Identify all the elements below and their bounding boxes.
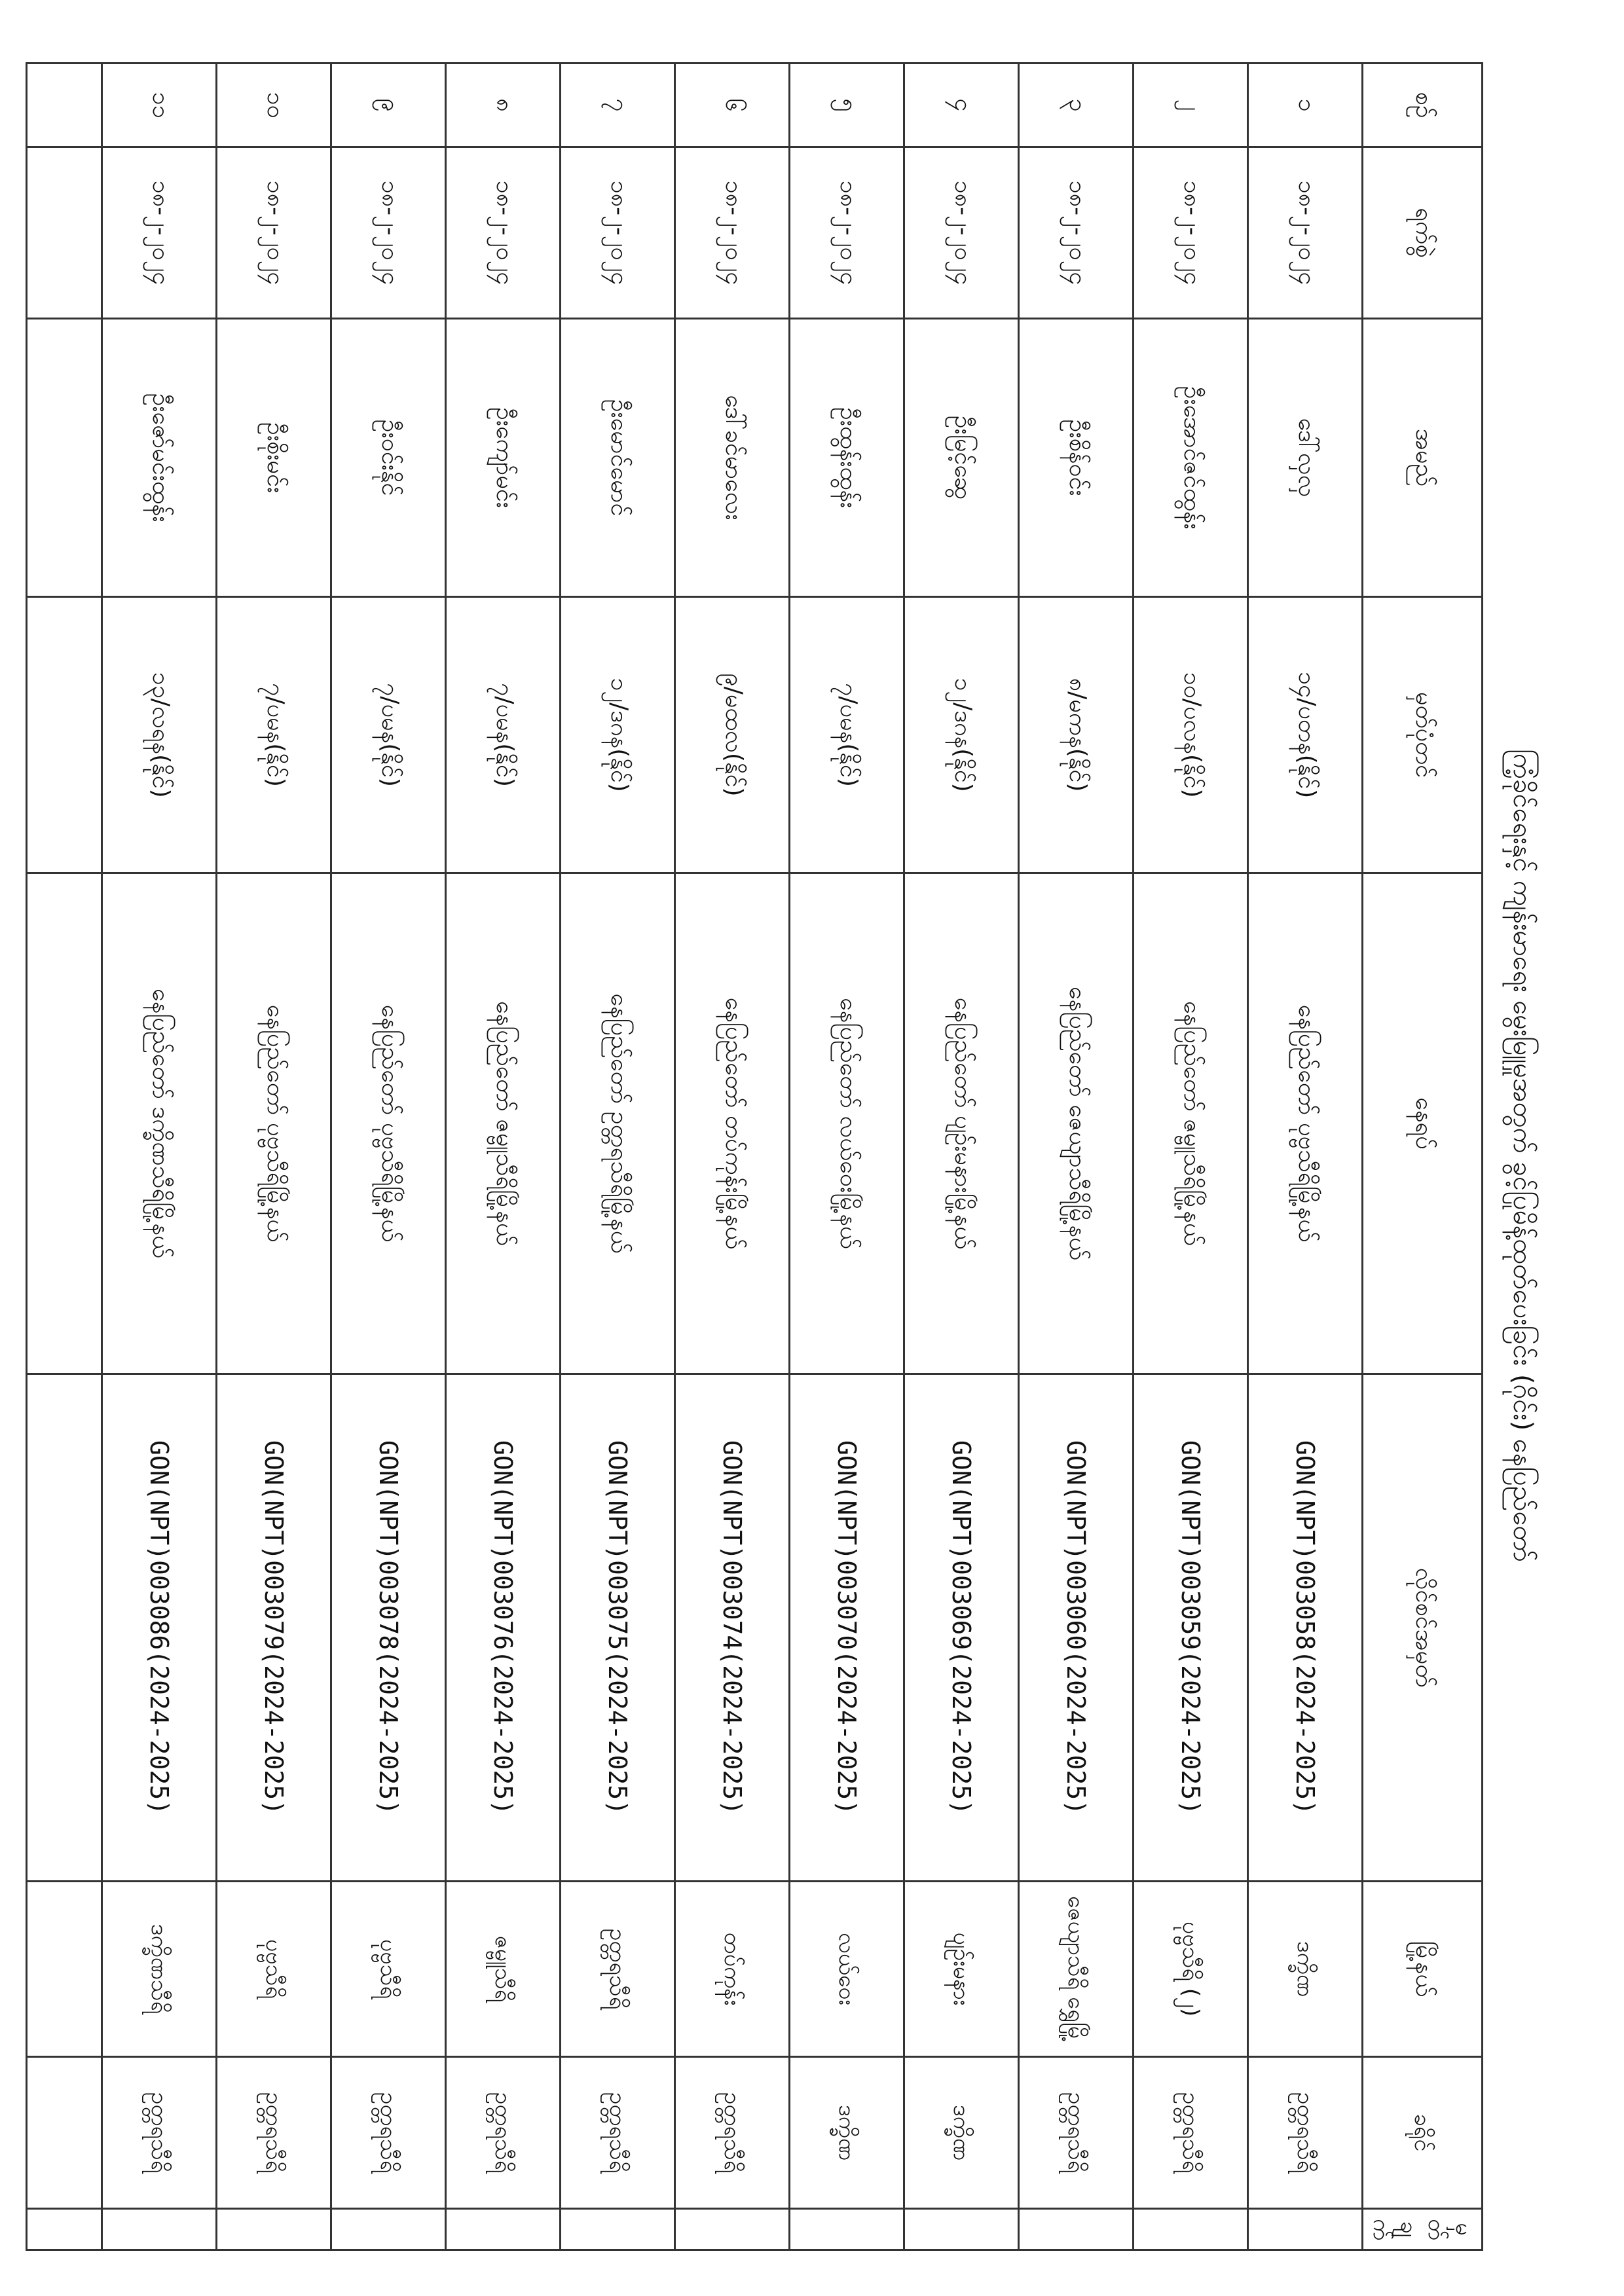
cell-date: ၁၈-၂-၂၀၂၄ — [1248, 147, 1363, 319]
cell-license-id — [27, 1374, 102, 1882]
cell-remark — [904, 2209, 1019, 2250]
cell-address — [27, 873, 102, 1374]
cell-date: ၁၈-၂-၂၀၂၄ — [1134, 147, 1248, 319]
table-row — [446, 64, 561, 2250]
cell-no: ၅ — [790, 64, 904, 147]
cell-no: ၂ — [1134, 64, 1248, 147]
cell-name: ဦးဇော်မင်းထွန်း — [102, 319, 217, 597]
header-zone: ခရိုင် — [1363, 2057, 1483, 2209]
cell-remark — [27, 2209, 102, 2250]
cell-remark — [1019, 2209, 1134, 2250]
cell-remark — [790, 2209, 904, 2250]
cell-remark — [331, 2209, 446, 2250]
cell-zone: ဥတ္တရသီရိ — [675, 2057, 790, 2209]
cell-zone — [27, 2057, 102, 2209]
cell-address: နေပြည်တော် ဇမ္ဗူသီရိမြို့နယ် — [446, 873, 561, 1374]
cell-address: နေပြည်တော် ပုဗ္ဗသီရိမြို့နယ် — [1248, 873, 1363, 1374]
cell-remark — [102, 2209, 217, 2250]
cell-township: ပုဗ္ဗသီရိ — [331, 1882, 446, 2057]
document-title: ကြံ့ခိုင်ရေးနှင့် ကျန်းမာရေး မွေးမြူမှုအတွက် ခွင့်ပြုမိန့်ထုတ်ပေးခြင်း (ဂိုင်း) နေပြည်တော် — [1507, 749, 1538, 1562]
cell-township: ပုဗ္ဗသီရိ (၂) — [1134, 1882, 1248, 2057]
table-header-row — [1363, 64, 1483, 2250]
table-row — [1134, 64, 1248, 2250]
cell-name: ဦးမောင်မောင် — [561, 319, 675, 597]
cell-license-id: GON(NPT)003076(2024-2025) — [446, 1374, 561, 1882]
cell-township: ပုဗ္ဗသီရိ — [217, 1882, 331, 2057]
cell-date: ၁၈-၂-၂၀၂၄ — [331, 147, 446, 319]
cell-address: နေပြည်တော် ပုဗ္ဗသီရိမြို့နယ် — [217, 873, 331, 1374]
cell-nrc: ၇/ပမန(နိုင်) — [446, 597, 561, 873]
header-no: စဉ် — [1363, 64, 1483, 147]
cell-date: ၁၈-၂-၂၀၂၄ — [446, 147, 561, 319]
cell-township: ဒက္ခိဏသီရိ — [102, 1882, 217, 2057]
cell-zone: ဥတ္တရသီရိ — [102, 2057, 217, 2209]
records-table — [26, 62, 1483, 2251]
cell-date: ၁၈-၂-၂၀၂၄ — [561, 147, 675, 319]
cell-zone: ဥတ္တရသီရိ — [217, 2057, 331, 2209]
cell-zone: ဒက္ခိဏ — [904, 2057, 1019, 2209]
cell-nrc: ၁၀/ပလန(နိုင်) — [1134, 597, 1248, 873]
table-row-blank — [27, 64, 102, 2250]
header-date: ရက်စွဲ — [1363, 147, 1483, 319]
cell-date: ၁၈-၂-၂၀၂၄ — [102, 147, 217, 319]
cell-township: ဥတ္တရသီရိ — [561, 1882, 675, 2057]
cell-license-id: GON(NPT)003075(2024-2025) — [561, 1374, 675, 1882]
cell-nrc: ၉/မထလ(နိုင်) — [675, 597, 790, 873]
cell-name: ဦးကျော်မင်း — [446, 319, 561, 597]
table-row — [1019, 64, 1134, 2250]
cell-no: ၁၀ — [217, 64, 331, 147]
cell-name: ဦးစိုးမင်း — [217, 319, 331, 597]
table-row — [675, 64, 790, 2250]
cell-license-id: GON(NPT)003078(2024-2025) — [331, 1374, 446, 1882]
header-nrc: မှတ်ပုံတင် — [1363, 597, 1483, 873]
cell-date — [27, 147, 102, 319]
cell-remark — [446, 2209, 561, 2250]
cell-no: ၄ — [904, 64, 1019, 147]
table-row — [561, 64, 675, 2250]
rotated-page — [98, 62, 1552, 2249]
table-row — [1248, 64, 1363, 2250]
cell-township: လယ်ဝေး — [790, 1882, 904, 2057]
cell-name: ဒေါ်ခင်မာလေး — [675, 319, 790, 597]
cell-no — [27, 64, 102, 147]
cell-township: ဒက္ခိဏ — [1248, 1882, 1363, 2057]
header-address: နေရပ် — [1363, 873, 1483, 1374]
cell-zone: ဥတ္တရသီရိ — [561, 2057, 675, 2209]
cell-township: ပျဉ်းမနား — [904, 1882, 1019, 2057]
cell-no: ၃ — [1019, 64, 1134, 147]
header-name: အမည် — [1363, 319, 1483, 597]
cell-no: ၉ — [331, 64, 446, 147]
cell-township: ဇေယျာသီရိ ရွှေမြို့ — [1019, 1882, 1134, 2057]
cell-address: နေပြည်တော် ဥတ္တရသီရိမြို့နယ် — [561, 873, 675, 1374]
cell-no: ၆ — [675, 64, 790, 147]
header-license-id: လိုင်စင်အမှတ် — [1363, 1374, 1483, 1882]
cell-remark — [561, 2209, 675, 2250]
cell-date: ၁၈-၂-၂၀၂၄ — [904, 147, 1019, 319]
cell-license-id: GON(NPT)003059(2024-2025) — [1134, 1374, 1248, 1882]
cell-name: ဦးဝင်းနိုင် — [331, 319, 446, 597]
cell-township — [27, 1882, 102, 2057]
cell-township: တပ်ကုန်း — [675, 1882, 790, 2057]
cell-nrc: ၇/ပမန(နိုင်) — [331, 597, 446, 873]
table-row — [102, 64, 217, 2250]
cell-zone: ဥတ္တရသီရိ — [331, 2057, 446, 2209]
cell-license-id: GON(NPT)003060(2024-2025) — [1019, 1374, 1134, 1882]
cell-address: နေပြည်တော် ပုဗ္ဗသီရိမြို့နယ် — [331, 873, 446, 1374]
cell-zone: ဥတ္တရသီရိ — [446, 2057, 561, 2209]
table-row — [217, 64, 331, 2250]
cell-nrc — [27, 597, 102, 873]
cell-address: နေပြည်တော် တပ်ကုန်းမြို့နယ် — [675, 873, 790, 1374]
cell-address: နေပြည်တော် ဒက္ခိဏသီရိမြို့နယ် — [102, 873, 217, 1374]
cell-license-id: GON(NPT)003069(2024-2025) — [904, 1374, 1019, 1882]
cell-remark — [675, 2209, 790, 2250]
cell-remark — [1134, 2209, 1248, 2250]
cell-date: ၁၈-၂-၂၀၂၄ — [217, 147, 331, 319]
cell-address: နေပြည်တော် ဇေယျာသီရိမြို့နယ် — [1019, 873, 1134, 1374]
cell-address: နေပြည်တော် ပျဉ်းမနားမြို့နယ် — [904, 873, 1019, 1374]
cell-zone: ဥတ္တရသီရိ — [1248, 2057, 1363, 2209]
cell-township: ဇမ္ဗူသီရိ — [446, 1882, 561, 2057]
cell-zone: ဒက္ခိဏ — [790, 2057, 904, 2209]
cell-name: ဒေါ်လှလှ — [1248, 319, 1363, 597]
cell-nrc: ၁၂/ဒဂန(နိုင်) — [561, 597, 675, 873]
cell-name: ဦးထွန်းထွန်း — [790, 319, 904, 597]
cell-name: ဦးအောင်ဇင်ထွန်း — [1134, 319, 1248, 597]
cell-nrc: ၇/ပမန(နိုင်) — [217, 597, 331, 873]
table-row — [331, 64, 446, 2250]
cell-remark — [217, 2209, 331, 2250]
cell-address: နေပြည်တော် ဇမ္ဗူသီရိမြို့နယ် — [1134, 873, 1248, 1374]
cell-no: ၈ — [446, 64, 561, 147]
header-township: မြို့နယ် — [1363, 1882, 1483, 2057]
table-row — [790, 64, 904, 2250]
cell-license-id: GON(NPT)003070(2024-2025) — [790, 1374, 904, 1882]
cell-date: ၁၈-၂-၂၀၂၄ — [675, 147, 790, 319]
cell-address: နေပြည်တော် လယ်ဝေးမြို့နယ် — [790, 873, 904, 1374]
cell-zone: ဥတ္တရသီရိ — [1134, 2057, 1248, 2209]
cell-no: ၇ — [561, 64, 675, 147]
cell-date: ၁၈-၂-၂၀၂၄ — [1019, 147, 1134, 319]
cell-no: ၁၁ — [102, 64, 217, 147]
cell-nrc: ၁၄/ပတန(နိုင်) — [1248, 597, 1363, 873]
cell-license-id: GON(NPT)003086(2024-2025) — [102, 1374, 217, 1882]
cell-license-id: GON(NPT)003058(2024-2025) — [1248, 1374, 1363, 1882]
cell-nrc: ၁၂/ဒဂန(နိုင်) — [904, 597, 1019, 873]
cell-zone: ဥတ္တရသီရိ — [1019, 2057, 1134, 2209]
header-remark: မှတ်ချက် — [1363, 2209, 1483, 2250]
cell-nrc: ၈/မကန(နိုင်) — [1019, 597, 1134, 873]
cell-nrc: ၇/ပမန(နိုင်) — [790, 597, 904, 873]
cell-no: ၁ — [1248, 64, 1363, 147]
cell-name — [27, 319, 102, 597]
cell-remark — [1248, 2209, 1363, 2250]
cell-date: ၁၈-၂-၂၀၂၄ — [790, 147, 904, 319]
cell-name: ဦးမြင့်ဆွေ — [904, 319, 1019, 597]
cell-license-id: GON(NPT)003079(2024-2025) — [217, 1374, 331, 1882]
table-row — [904, 64, 1019, 2250]
cell-name: ဦးစိန်ဝင်း — [1019, 319, 1134, 597]
cell-nrc: ၁၃/လရန(နိုင်) — [102, 597, 217, 873]
cell-license-id: GON(NPT)003074(2024-2025) — [675, 1374, 790, 1882]
